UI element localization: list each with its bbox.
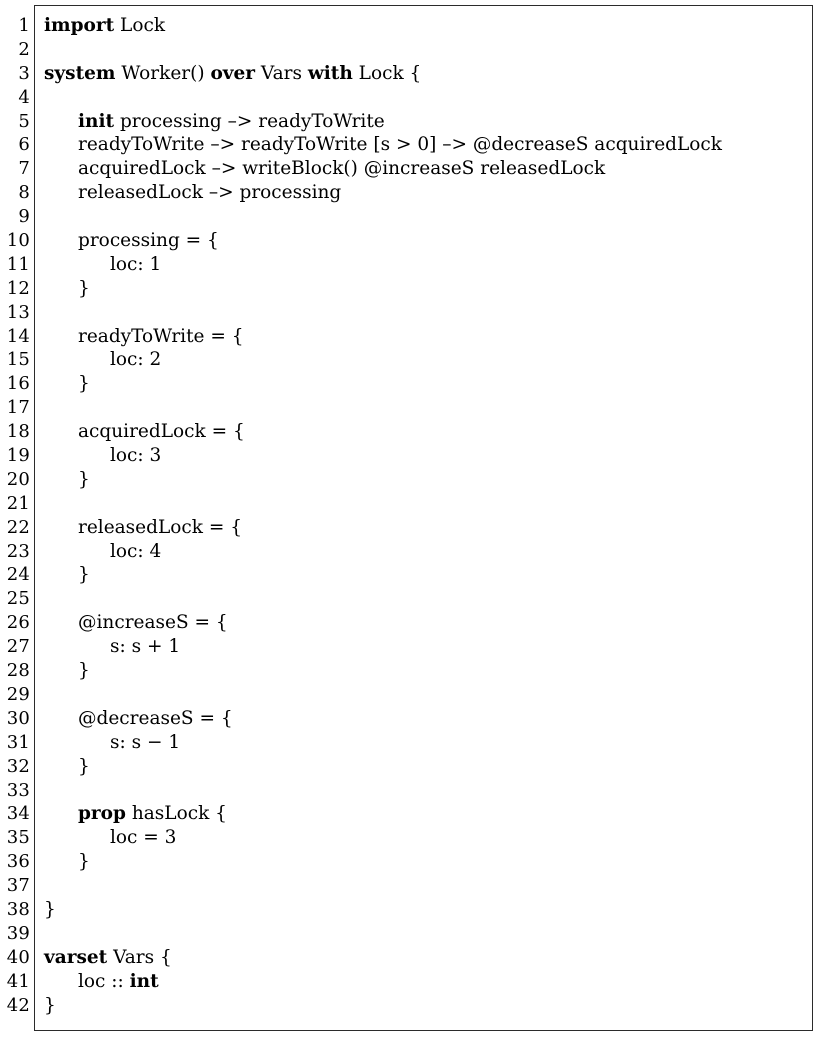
code-line	[44, 946, 814, 970]
code-text: }	[78, 373, 90, 395]
code-text: acquiredLock –> writeBlock() @increaseS releasedLock	[78, 158, 606, 180]
line-number: 28	[6, 660, 30, 682]
code-text: loc: 2	[110, 349, 162, 371]
code-line	[44, 659, 814, 683]
line-number: 9	[18, 206, 30, 228]
line-number: 11	[6, 253, 30, 275]
code-line	[44, 994, 814, 1018]
code-line	[44, 372, 814, 396]
code-text: }	[44, 994, 56, 1016]
code-line	[44, 468, 814, 492]
line-number: 10	[6, 230, 30, 252]
code-line	[44, 587, 814, 611]
line-number: 25	[6, 588, 30, 610]
code-line	[44, 133, 814, 157]
line-number: 6	[18, 134, 30, 156]
code-line	[44, 802, 814, 826]
code-line	[44, 86, 814, 110]
code-keyword: varset	[44, 946, 108, 968]
code-text: Vars	[255, 62, 308, 84]
code-text: processing –> readyToWrite	[114, 110, 385, 132]
code-line	[44, 277, 814, 301]
line-number: 14	[6, 325, 30, 347]
line-number: 16	[6, 373, 30, 395]
code-line	[44, 229, 814, 253]
line-number-gutter	[0, 5, 30, 1017]
code-line	[44, 826, 814, 850]
code-line	[44, 970, 814, 994]
code-line	[44, 850, 814, 874]
line-number: 1	[18, 15, 30, 36]
code-line	[44, 301, 814, 325]
line-number: 23	[6, 540, 30, 562]
code-line	[44, 62, 814, 86]
line-number: 36	[6, 851, 30, 873]
line-number: 35	[6, 827, 30, 849]
code-line	[44, 38, 814, 62]
code-text: loc: 1	[110, 253, 162, 275]
code-line	[44, 874, 814, 898]
line-number: 42	[6, 994, 30, 1016]
code-line	[44, 922, 814, 946]
code-text: hasLock {	[125, 803, 227, 825]
code-text: }	[78, 277, 90, 299]
line-number-list	[0, 14, 30, 1017]
line-number: 24	[6, 564, 30, 586]
code-text: loc: 4	[110, 540, 162, 562]
code-text: }	[44, 898, 56, 920]
code-text: processing = {	[78, 230, 219, 252]
line-number: 32	[6, 755, 30, 777]
code-line	[44, 563, 814, 587]
line-number: 38	[6, 898, 30, 920]
code-line	[44, 492, 814, 516]
line-number: 29	[6, 683, 30, 705]
code-text: releasedLock = {	[78, 516, 242, 538]
line-number: 15	[6, 349, 30, 371]
line-number: 40	[6, 946, 30, 968]
code-line	[44, 420, 814, 444]
line-number: 8	[18, 182, 30, 204]
code-text: @decreaseS = {	[78, 707, 233, 729]
line-number: 18	[6, 421, 30, 443]
code-text: @increaseS = {	[78, 612, 228, 634]
line-number: 4	[18, 86, 30, 108]
code-line	[44, 253, 814, 277]
line-number: 39	[6, 922, 30, 944]
code-keyword: prop	[78, 803, 126, 825]
code-text: readyToWrite –> readyToWrite [s > 0] –> @decreaseS acquiredLock	[78, 134, 722, 156]
line-number: 2	[18, 38, 30, 60]
line-number: 37	[6, 875, 30, 897]
code-text-area[interactable]	[44, 5, 814, 1017]
code-line	[44, 14, 814, 38]
code-line	[44, 611, 814, 635]
code-keyword: system	[44, 62, 116, 84]
line-number: 19	[6, 445, 30, 467]
line-number: 41	[6, 970, 30, 992]
code-line	[44, 731, 814, 755]
code-text: s: s + 1	[110, 636, 181, 658]
line-number: 3	[18, 62, 30, 84]
code-text: Vars {	[107, 946, 172, 968]
code-text: Lock	[114, 15, 166, 36]
code-keyword: init	[78, 110, 115, 132]
code-text: Worker()	[115, 62, 211, 84]
code-line	[44, 181, 814, 205]
code-text: }	[78, 468, 90, 490]
code-line	[44, 325, 814, 349]
line-number: 12	[6, 277, 30, 299]
code-text: }	[78, 564, 90, 586]
code-line	[44, 707, 814, 731]
code-line	[44, 110, 814, 134]
code-line	[44, 755, 814, 779]
line-number: 30	[6, 707, 30, 729]
code-text: acquiredLock = {	[78, 421, 245, 443]
line-number: 26	[6, 612, 30, 634]
code-text: }	[78, 755, 90, 777]
code-keyword: int	[129, 970, 159, 992]
code-text: loc: 3	[110, 445, 162, 467]
code-text: }	[78, 851, 90, 873]
code-line	[44, 635, 814, 659]
gutter-top-spacer	[0, 5, 30, 14]
code-line	[44, 444, 814, 468]
line-number: 20	[6, 468, 30, 490]
line-number: 33	[6, 779, 30, 801]
line-number: 27	[6, 636, 30, 658]
code-line-list	[44, 14, 814, 1017]
line-number: 5	[18, 110, 30, 132]
code-line	[44, 205, 814, 229]
code-line	[44, 540, 814, 564]
line-number: 22	[6, 516, 30, 538]
code-text: }	[78, 660, 90, 682]
code-text: s: s − 1	[110, 731, 181, 753]
code-line	[44, 898, 814, 922]
line-number: 31	[6, 731, 30, 753]
line-number: 17	[6, 397, 30, 419]
line-number: 34	[6, 803, 30, 825]
code-text: loc = 3	[110, 827, 177, 849]
code-line	[44, 157, 814, 181]
code-text: Lock {	[352, 62, 422, 84]
code-text: releasedLock –> processing	[78, 182, 342, 204]
code-text: loc ::	[78, 970, 130, 992]
code-line	[44, 396, 814, 420]
line-number: 7	[18, 158, 30, 180]
code-text: readyToWrite = {	[78, 325, 244, 347]
code-keyword: import	[44, 15, 115, 36]
code-line	[44, 516, 814, 540]
code-line	[44, 348, 814, 372]
line-number: 13	[6, 301, 30, 323]
code-keyword: over	[210, 62, 256, 84]
code-top-spacer	[44, 5, 814, 14]
code-keyword: with	[307, 62, 353, 84]
line-number: 21	[6, 492, 30, 514]
code-line	[44, 779, 814, 803]
code-line	[44, 683, 814, 707]
